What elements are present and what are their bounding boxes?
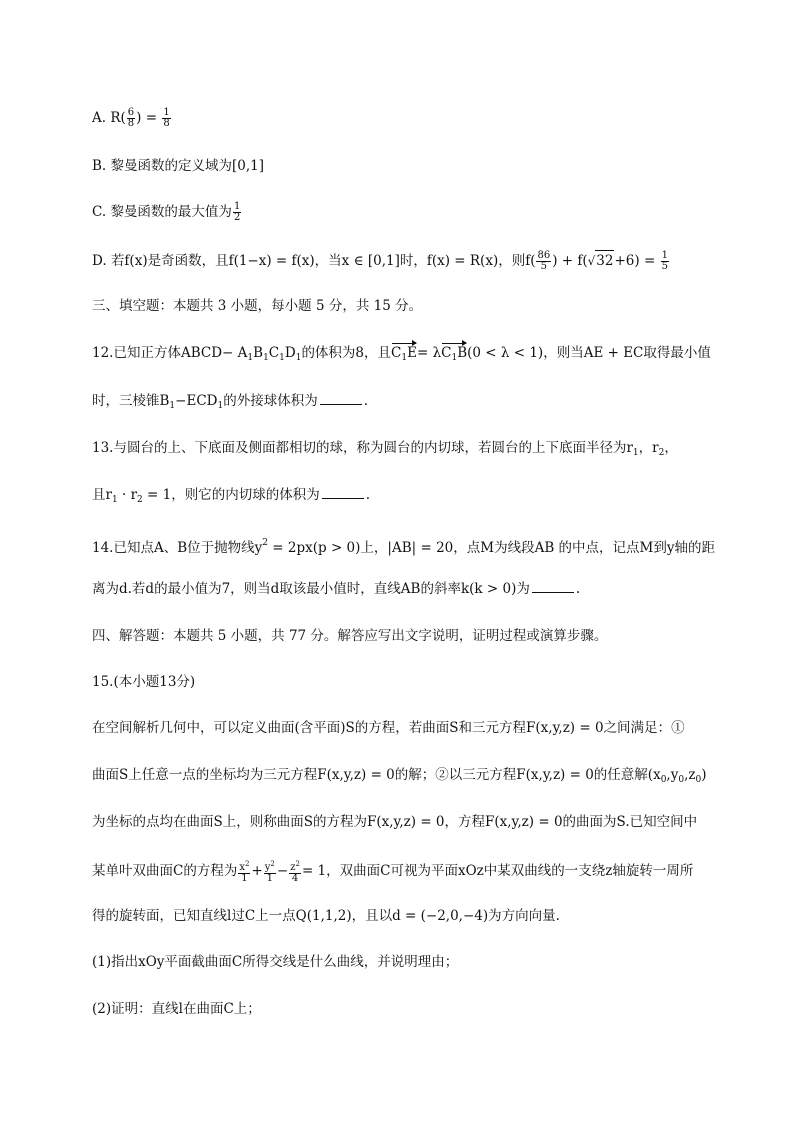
q12-text-a: 12.已知正方体ABCD− A [92,345,248,361]
sub-1: 1 [401,353,408,363]
q12-text-g: (0 < λ < 1)，则当AE + EC取得最小值 [467,345,711,361]
frac-denominator: 1 [241,873,248,884]
option-c [92,202,242,223]
circled-number-2: ② [435,767,449,783]
q13-text-a: 13.与圆台的上、下底面及侧面都相切的球，称为圆台的内切球，若圆台的上下底面半径为r [92,440,633,456]
option-d-fraction2 [661,251,669,272]
q15-para2 [92,765,707,790]
frac-x2-1 [238,859,250,884]
q12-text-c: C [268,345,280,361]
sub-1: 1 [169,401,176,411]
q14-line2 [92,579,580,599]
vector-c1e [391,343,417,368]
option-b-label: B. [92,158,107,174]
vec-letter: C [441,345,452,361]
section4-title: 四、解答题：本题共 5 小题，共 77 分。解答应写出文字说明，证明过程或演算步骤。 [92,628,608,644]
q13-text-b: ，r [638,440,659,456]
q14-line1 [92,533,715,558]
option-d-sqrt: 32 [595,250,614,271]
frac-denominator: 2 [233,212,241,223]
option-c-text: 黎曼函数的最大值为 [110,204,232,220]
option-a [92,108,172,129]
sub-1: 1 [279,353,285,363]
frac-y2-1 [264,859,276,884]
q15-text-p4b: = 1，双曲面C可视为平面xOz中某双曲线的一支绕z轴旋转一周所 [301,863,694,879]
frac-denominator: 1 [266,873,274,884]
q12-line2 [92,391,368,416]
q15-text-p2d: ,z [684,767,696,783]
q15-para3: 为坐标的点均在曲面S上，则称曲面S的方程为F(x,y,z) = 0，方程F(x,y,z) = 0的曲面为S.已知空间中 [92,814,698,830]
section3-title: 三、填空题：本题共 3 小题，每小题 5 分，共 15 分。 [92,298,423,314]
sub-0: 0 [695,775,702,785]
q13-line2 [92,485,370,510]
sub-1: 1 [632,448,639,458]
q12-text-j: 的外接球体积为 [223,393,318,409]
sub-0: 0 [678,775,685,785]
option-a-label: A. [92,110,107,126]
q15-sub2: (2)证明：直线l在曲面C上； [92,1001,261,1017]
frac-numerator: 86 [537,250,551,261]
option-a-fraction [127,108,135,129]
q13-line1 [92,438,678,463]
answer-blank[interactable] [532,580,574,593]
option-a-eq: ) = [136,110,158,126]
option-b [92,156,264,176]
answer-blank[interactable] [320,392,362,405]
q12-period: . [363,393,369,409]
option-a-func: R( [110,110,126,126]
answer-blank[interactable] [322,486,364,499]
vector-c1b [441,343,467,368]
option-d-label: D. [92,253,107,269]
sub-2: 2 [658,448,665,458]
option-d-part3: +6) = [614,253,656,269]
frac-z2-4 [289,859,301,884]
q13-text-f: = 1，则它的内切球的体积为 [142,487,320,503]
sub-1: 1 [111,495,118,505]
q15-text-p4a: 某单叶双曲面C的方程为 [92,863,238,879]
q12-text-h: 时，三棱锥B [92,393,170,409]
sub-1: 1 [247,353,254,363]
sub-1: 1 [217,401,224,411]
q15-text-p2e: ) [701,767,707,783]
option-a-result [162,108,170,129]
q15-text-p2b: 以三元方程F(x,y,z) = 0的任意解(x [448,767,661,783]
q13-text-c: ， [664,440,678,456]
q15-text-p2c: ,y [666,767,679,783]
sup-2: 2 [244,860,250,868]
sqrt-sign: √ [587,254,596,268]
option-d-part1: 若f(x)是奇函数，且f(1−x) = f(x)，当x ∈ [0,1]时，f(x) = R(x)，则f( [110,253,536,269]
q13-period: . [365,487,371,503]
circled-number-1: ① [671,720,685,736]
option-d-part2: ) + f( [552,253,588,269]
frac-numerator: $x^2$ [239,860,250,873]
q14-text-a: 14.已知点A、B位于抛物线y [92,540,263,556]
q14-period: . [575,581,581,597]
frac-denominator: 4 [291,873,299,884]
sub-1: 1 [451,353,458,363]
q15-para4: 某单叶双曲面C的方程为 $\frac{x^2}{1}$ + $\frac{y^2}{1}$ − $\frac{z^2}{4}$ = 1，双曲面C可视为平面xOz中某双曲线的一支绕z轴旋转一周所 [92,860,694,884]
q14-text-c: 离为d.若d的最小值为7，则当d取该最小值时，直线AB的斜率k(k > 0)为 [92,581,530,597]
option-c-label: C. [92,204,107,220]
q15-text-p1: 在空间解析几何中，可以定义曲面(含平面)S的方程，若曲面S和三元方程F(x,y,z) = 0之间满足： [92,720,672,736]
option-c-fraction [233,202,241,223]
q12-text-f: = λ [416,345,442,361]
vec-letter: B [457,345,468,361]
sub-2: 2 [137,495,143,505]
q12-line1 [92,343,711,368]
frac-denominator: 8 [163,118,170,129]
vec-letter: E [407,345,417,361]
q12-text-d: D [284,345,296,361]
frac-numerator: 6 [127,107,135,118]
sub-1: 1 [263,353,269,363]
sub-1: 1 [295,353,302,363]
option-b-text: 黎曼函数的定义域为[0,1] [110,158,265,174]
option-d [92,250,670,272]
q12-text-e: 的体积为8，且 [301,345,392,361]
sup-2: 2 [262,538,269,548]
sub-0: 0 [660,775,667,785]
q13-text-e: · r [117,487,138,503]
sup-2: 2 [295,860,300,868]
vec-letter: C [391,345,402,361]
option-d-fraction1 [536,251,551,272]
frac-numerator: $z^2$ [290,860,300,873]
q12-text-i: −ECD [175,393,218,409]
frac-numerator: 1 [233,201,241,212]
frac-denominator: 5 [661,261,668,272]
q14-text-b: = 2px(p > 0)上，|AB| = 20，点M为线段AB 的中点，记点M到y轴的距 [268,540,715,556]
q15-para1 [92,718,685,738]
frac-denominator: 8 [127,118,135,129]
q13-text-d: 且r [92,487,112,503]
frac-denominator: 5 [540,261,548,272]
frac-numerator: 1 [163,107,170,118]
frac-numerator: 1 [661,250,668,261]
q15-text-p2a: 曲面S上任意一点的坐标均为三元方程F(x,y,z) = 0的解； [92,767,436,783]
frac-numerator: $y^2$ [264,860,275,873]
q15-header: 15.(本小题13分) [92,674,196,690]
sup-2: 2 [270,860,275,868]
q15-sub1: (1)指出xOy平面截曲面C所得交线是什么曲线，并说明理由； [92,954,459,970]
q12-text-b: B [253,345,264,361]
q15-para5: 得的旋转面，已知直线l过C上一点Q(1,1,2)，且以d = (−2,0,−4)为方向向量. [92,908,560,924]
